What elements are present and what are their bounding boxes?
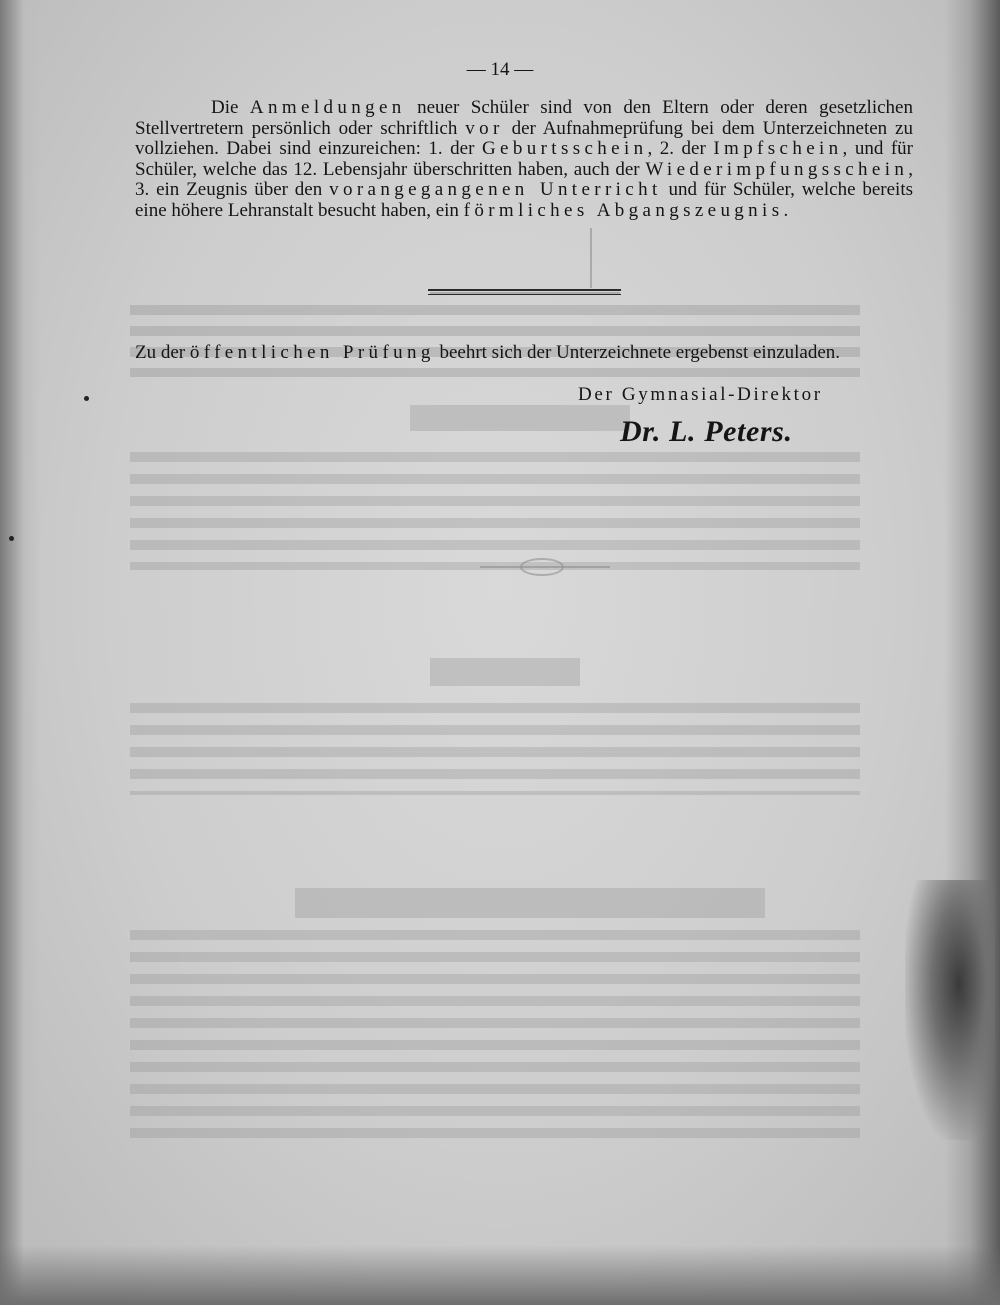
body-text: Die xyxy=(211,97,250,118)
body-text: und für Schüler, welche bereits eine höhere Lehranstalt besucht haben, ein xyxy=(135,179,913,221)
paper-stain xyxy=(905,880,995,1140)
ghost-rule xyxy=(590,228,592,288)
exam-invitation xyxy=(135,343,913,364)
signoff-title: Der Gymnasial-Direktor xyxy=(578,384,823,405)
body-text: , 2. der xyxy=(647,138,714,160)
ghost-lines xyxy=(130,305,860,377)
body-text: beehrt sich der Unterzeichnete ergebenst einzuladen. xyxy=(434,342,841,363)
page-number: — 14 — xyxy=(466,59,534,80)
emphasized-text: vor xyxy=(465,117,504,139)
ghost-lines xyxy=(130,930,860,1145)
body-text: , und für Schüler, welche das 12. Lebensjahr überschritten haben, auch der xyxy=(135,138,914,180)
ghost-heading xyxy=(430,658,580,686)
speck xyxy=(84,396,89,401)
body-text: der Aufnahmeprüfung bei dem Unterzeichneten zu vollziehen. Dabei sind einzureichen: 1. der xyxy=(135,117,913,160)
signature-name: Dr. L. Peters. xyxy=(620,415,793,448)
body-text: neuer Schüler sind von den Eltern oder deren gesetzlichen Stellvertretern persönlich oder schriftlich xyxy=(135,97,913,139)
emphasized-text: Wiederimpfungsschein xyxy=(645,158,909,180)
emphasized-text: förmliches Abgangszeugnis xyxy=(463,199,784,221)
ghost-heading xyxy=(295,888,765,918)
ghost-lines xyxy=(130,452,860,570)
speck xyxy=(9,536,14,541)
ghost-heading xyxy=(410,405,630,431)
emphasized-text: öffentlichen Prüfung xyxy=(189,342,435,363)
emphasized-text: vorangegangenen Unterricht xyxy=(329,179,662,201)
body-text: Zu der xyxy=(135,342,190,363)
body-text: . xyxy=(783,199,789,221)
page-edge-left xyxy=(0,0,40,1305)
emphasized-text: Anmeldungen xyxy=(249,97,406,118)
section-rule xyxy=(428,294,621,295)
registration-paragraph-text xyxy=(135,98,913,222)
body-text: , 3. ein Zeugnis über den xyxy=(135,158,913,201)
emphasized-text: Impfschein xyxy=(713,138,843,160)
section-rule xyxy=(428,289,621,291)
registration-paragraph xyxy=(135,98,913,222)
ghost-lines xyxy=(130,703,860,795)
page-edge-bottom xyxy=(0,1245,1000,1305)
emphasized-text: Geburtsschein xyxy=(481,138,648,160)
